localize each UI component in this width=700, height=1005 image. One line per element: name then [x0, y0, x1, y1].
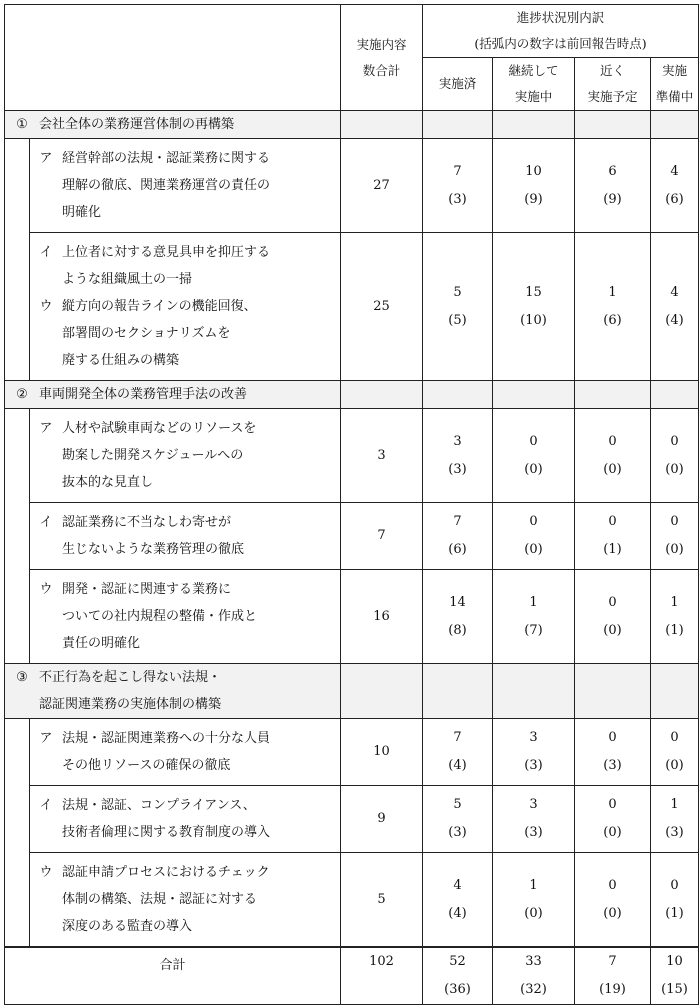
value-previous: (6) — [665, 191, 684, 207]
value-previous: (0) — [665, 758, 684, 773]
value-current: 1 — [670, 797, 679, 812]
value-cell — [575, 570, 651, 664]
item-total-cell — [341, 853, 423, 948]
item-total-cell — [341, 570, 423, 664]
section-empty-cell — [575, 111, 651, 139]
section-title — [5, 381, 340, 408]
value-current: 10 — [666, 954, 683, 969]
item-key: ウ — [39, 299, 53, 314]
value-cell — [493, 719, 575, 786]
value-current: 3 — [529, 730, 538, 745]
value-cell — [651, 853, 699, 948]
column-header-ongoing-line1: 継続して — [508, 63, 559, 78]
column-header-preparing-line2: 準備中 — [655, 89, 694, 104]
value-cell — [651, 570, 699, 664]
column-header-completed — [423, 58, 493, 111]
item-text-line: 勘案した開発スケジュールへの — [62, 448, 244, 463]
item-text-line: 経営幹部の法規・認証業務に関する — [62, 151, 271, 166]
value-cell — [423, 947, 493, 1005]
item-total: 7 — [377, 528, 386, 543]
value-previous: (4) — [665, 312, 684, 328]
value-previous: (0) — [524, 461, 543, 477]
item-key: イ — [39, 798, 53, 813]
section-empty-cell — [341, 381, 423, 409]
value-current: 7 — [453, 730, 462, 745]
item-row — [5, 570, 699, 664]
section-title-line: 不正行為を起こし得ない法規・ — [39, 670, 222, 685]
value-cell — [575, 503, 651, 570]
item-label — [30, 145, 340, 226]
item-label-cell — [30, 853, 341, 948]
value-current: 0 — [670, 730, 679, 745]
value-previous: (6) — [603, 312, 622, 328]
value-previous: (3) — [448, 191, 467, 207]
item-text-line: 生じないような業務管理の徹底 — [62, 542, 245, 557]
item-row — [5, 139, 699, 233]
value-previous: (15) — [661, 982, 688, 997]
value-previous: (9) — [603, 191, 622, 207]
item-text-line: ついての社内規程の整備・作成と — [62, 609, 258, 624]
item-text-line: 明確化 — [62, 205, 102, 220]
item-text — [62, 415, 340, 496]
value-previous: (1) — [665, 905, 684, 921]
value-previous: (0) — [665, 461, 684, 477]
item-total: 16 — [373, 608, 390, 624]
column-header-preparing-line1: 実施 — [661, 63, 687, 78]
value-cell — [651, 786, 699, 853]
value-previous: (3) — [603, 758, 622, 773]
value-previous: (7) — [524, 622, 543, 638]
value-cell — [575, 786, 651, 853]
value-cell — [651, 503, 699, 570]
value-current: 33 — [525, 954, 542, 969]
item-label — [30, 293, 340, 374]
value-current: 0 — [608, 797, 617, 812]
value-current: 0 — [608, 877, 617, 893]
value-previous: (3) — [448, 825, 467, 840]
section-empty-cell — [493, 111, 575, 139]
value-cell — [575, 853, 651, 948]
progress-table-document — [4, 4, 699, 1005]
header-blank-cell — [5, 5, 341, 111]
section-empty-cell — [423, 381, 493, 409]
value-cell — [423, 409, 493, 503]
item-label-cell — [30, 233, 341, 381]
section-empty-cell — [423, 664, 493, 719]
value-cell — [423, 233, 493, 381]
item-text — [62, 145, 340, 226]
breakdown-header — [423, 5, 699, 58]
section-title-text — [39, 111, 234, 138]
value-cell — [423, 139, 493, 233]
section-empty-cell — [493, 381, 575, 409]
value-cell — [493, 233, 575, 381]
item-label — [30, 792, 340, 846]
value-cell — [423, 786, 493, 853]
value-current: 0 — [608, 594, 617, 610]
section-empty-cell — [651, 111, 699, 139]
value-previous: (5) — [448, 312, 467, 328]
item-label — [30, 576, 340, 657]
item-text-line: 技術者倫理に関する教育制度の導入 — [62, 825, 271, 840]
item-text-line: その他リソースの確保の徹底 — [62, 758, 231, 773]
grand-total-cell — [341, 947, 423, 1005]
item-row — [5, 503, 699, 570]
column-header-planned-line2: 実施予定 — [587, 89, 638, 104]
value-current: 6 — [608, 163, 617, 179]
value-previous: (3) — [665, 825, 684, 840]
value-current: 1 — [529, 594, 538, 610]
item-text — [62, 859, 340, 940]
value-previous: (0) — [603, 905, 622, 921]
item-text-line: 認証業務に不当なしわ寄せが — [62, 515, 232, 530]
item-text-line: 体制の構築、法規・認証に対する — [62, 892, 258, 907]
value-current: 4 — [670, 163, 679, 179]
item-label-cell — [30, 570, 341, 664]
item-label-cell — [30, 139, 341, 233]
item-text — [62, 792, 340, 846]
total-label: 合計 — [159, 958, 186, 973]
value-previous: (3) — [524, 825, 543, 840]
value-cell — [651, 233, 699, 381]
indent-cell — [5, 409, 30, 664]
item-key: ア — [39, 731, 53, 746]
item-label-cell — [30, 503, 341, 570]
value-previous: (3) — [524, 758, 543, 773]
section-title-cell — [5, 381, 341, 409]
item-key: ア — [39, 421, 53, 436]
section-title-text — [39, 664, 221, 718]
breakdown-header-line2: (括弧内の数字は前回報告時点) — [474, 36, 647, 51]
value-previous: (32) — [520, 982, 547, 997]
item-row — [5, 233, 699, 381]
item-text — [62, 293, 340, 374]
value-cell — [575, 409, 651, 503]
value-cell — [575, 947, 651, 1005]
section-empty-cell — [341, 111, 423, 139]
item-text-line: 法規・認証、コンプライアンス、 — [62, 798, 256, 813]
grand-total: 102 — [369, 954, 394, 969]
item-label-cell — [30, 409, 341, 503]
item-text — [62, 725, 340, 779]
total-count-header — [341, 5, 423, 111]
indent-cell — [5, 139, 30, 381]
total-row — [5, 947, 699, 1005]
value-previous: (10) — [520, 312, 547, 328]
section-empty-cell — [651, 664, 699, 719]
value-cell — [493, 503, 575, 570]
item-row — [5, 853, 699, 948]
value-previous: (9) — [524, 191, 543, 207]
breakdown-header-line1: 進捗状況別内訳 — [516, 10, 605, 25]
item-row — [5, 409, 699, 503]
value-previous: (0) — [603, 622, 622, 638]
value-cell — [493, 786, 575, 853]
item-text-line: 上位者に対する意見具申を抑圧する — [62, 245, 271, 260]
item-label-cell — [30, 786, 341, 853]
item-label — [30, 509, 340, 563]
column-header-preparing — [651, 58, 699, 111]
item-text — [62, 239, 340, 293]
value-cell — [423, 570, 493, 664]
section-empty-cell — [575, 381, 651, 409]
value-current: 14 — [449, 594, 466, 610]
section-title-cell — [5, 664, 341, 719]
value-current: 0 — [608, 433, 617, 449]
value-current: 0 — [529, 514, 538, 529]
total-count-header-line2: 数合計 — [362, 62, 401, 78]
section-title — [5, 664, 340, 718]
item-text-line: ような組織風土の一掃 — [62, 272, 193, 287]
value-current: 52 — [449, 954, 466, 969]
item-label — [30, 859, 340, 940]
value-previous: (4) — [448, 905, 467, 921]
section-title-line: 車両開発全体の業務管理手法の改善 — [39, 387, 248, 402]
item-text-line: 深度のある監査の導入 — [62, 919, 193, 934]
value-cell — [493, 947, 575, 1005]
value-previous: (0) — [524, 905, 543, 921]
value-current: 4 — [453, 877, 462, 893]
value-previous: (0) — [665, 542, 684, 557]
item-total: 10 — [373, 744, 390, 759]
item-total-cell — [341, 233, 423, 381]
value-previous: (1) — [665, 622, 684, 638]
value-current: 5 — [453, 284, 462, 300]
item-text-line: 法規・認証関連業務への十分な人員 — [62, 731, 271, 746]
value-cell — [423, 719, 493, 786]
item-row — [5, 786, 699, 853]
column-header-planned — [575, 58, 651, 111]
item-total-cell — [341, 139, 423, 233]
value-current: 3 — [529, 797, 538, 812]
value-previous: (4) — [448, 758, 467, 773]
value-current: 15 — [525, 284, 542, 300]
value-current: 0 — [670, 514, 679, 529]
column-header-ongoing — [493, 58, 575, 111]
total-label-cell — [5, 947, 341, 1005]
item-total-cell — [341, 719, 423, 786]
value-cell — [651, 139, 699, 233]
value-current: 3 — [453, 433, 462, 449]
value-cell — [575, 139, 651, 233]
value-current: 1 — [529, 877, 538, 893]
value-cell — [493, 139, 575, 233]
value-cell — [493, 853, 575, 948]
value-cell — [651, 719, 699, 786]
value-current: 0 — [608, 730, 617, 745]
value-current: 0 — [670, 433, 679, 449]
section-title-text — [39, 381, 247, 408]
value-cell — [423, 503, 493, 570]
section-row — [5, 381, 699, 409]
section-row — [5, 111, 699, 139]
item-total-cell — [341, 503, 423, 570]
progress-table — [4, 4, 699, 1005]
item-total: 9 — [377, 811, 386, 826]
item-text-line: 理解の徹底、関連業務運営の責任の — [62, 178, 271, 193]
value-cell — [493, 409, 575, 503]
value-cell — [651, 947, 699, 1005]
item-text-line: 縦方向の報告ラインの機能回復、 — [62, 299, 257, 314]
value-previous: (0) — [603, 461, 622, 477]
value-current: 0 — [670, 877, 679, 893]
value-cell — [575, 719, 651, 786]
column-header-completed-label: 実施済 — [438, 76, 477, 91]
item-text-line: 抜本的な見直し — [62, 475, 154, 490]
item-text-line: 責任の明確化 — [62, 636, 141, 651]
value-current: 1 — [670, 594, 679, 610]
column-header-ongoing-line2: 実施中 — [514, 89, 553, 104]
value-previous: (8) — [448, 622, 467, 638]
section-empty-cell — [423, 111, 493, 139]
value-cell — [423, 853, 493, 948]
indent-cell — [5, 719, 30, 948]
section-empty-cell — [341, 664, 423, 719]
value-previous: (3) — [448, 461, 467, 477]
item-text-line: 廃する仕組みの構築 — [62, 353, 180, 368]
section-title-cell — [5, 111, 341, 139]
value-previous: (0) — [603, 825, 622, 840]
section-title-line: 認証関連業務の実施体制の構築 — [39, 697, 222, 712]
header-row-1 — [5, 5, 699, 58]
value-current: 7 — [453, 514, 462, 529]
item-key: ウ — [39, 582, 53, 597]
item-total: 5 — [377, 891, 386, 907]
value-cell — [651, 409, 699, 503]
item-text — [62, 576, 340, 657]
section-marker: ③ — [16, 670, 28, 685]
item-text-line: 人材や試験車両などのリソースを — [62, 421, 257, 436]
total-count-header-line1: 実施内容 — [356, 36, 407, 52]
section-empty-cell — [651, 381, 699, 409]
value-current: 0 — [608, 514, 617, 529]
item-key: イ — [39, 515, 53, 530]
value-previous: (36) — [444, 982, 471, 997]
section-title — [5, 111, 340, 138]
column-header-planned-line1: 近く — [599, 63, 625, 78]
value-current: 4 — [670, 284, 679, 300]
item-total-cell — [341, 409, 423, 503]
section-marker: ② — [16, 387, 28, 402]
section-empty-cell — [575, 664, 651, 719]
item-total: 3 — [377, 447, 386, 463]
value-current: 7 — [608, 954, 617, 969]
value-current: 10 — [525, 163, 542, 179]
item-total-cell — [341, 786, 423, 853]
item-key: ウ — [39, 865, 53, 880]
item-text-line: 部署間のセクショナリズムを — [62, 326, 231, 341]
value-previous: (6) — [448, 542, 467, 557]
section-row — [5, 664, 699, 719]
item-row — [5, 719, 699, 786]
item-text-line: 認証申請プロセスにおけるチェック — [62, 865, 270, 880]
item-label — [30, 239, 340, 293]
item-text — [62, 509, 340, 563]
value-previous: (19) — [599, 982, 626, 997]
item-total: 27 — [373, 177, 390, 193]
value-current: 0 — [529, 433, 538, 449]
item-label — [30, 725, 340, 779]
item-total: 25 — [373, 298, 390, 314]
value-previous: (0) — [524, 542, 543, 557]
value-current: 1 — [608, 284, 617, 300]
value-current: 5 — [453, 797, 462, 812]
section-title-line: 会社全体の業務運営体制の再構築 — [39, 117, 235, 132]
value-cell — [493, 570, 575, 664]
item-label — [30, 415, 340, 496]
value-cell — [575, 233, 651, 381]
section-marker: ① — [16, 117, 28, 132]
item-label-cell — [30, 719, 341, 786]
item-key: イ — [39, 245, 53, 260]
item-text-line: 開発・認証に関連する業務に — [62, 582, 232, 597]
item-key: ア — [39, 151, 53, 166]
value-previous: (1) — [603, 542, 622, 557]
section-empty-cell — [493, 664, 575, 719]
value-current: 7 — [453, 163, 462, 179]
